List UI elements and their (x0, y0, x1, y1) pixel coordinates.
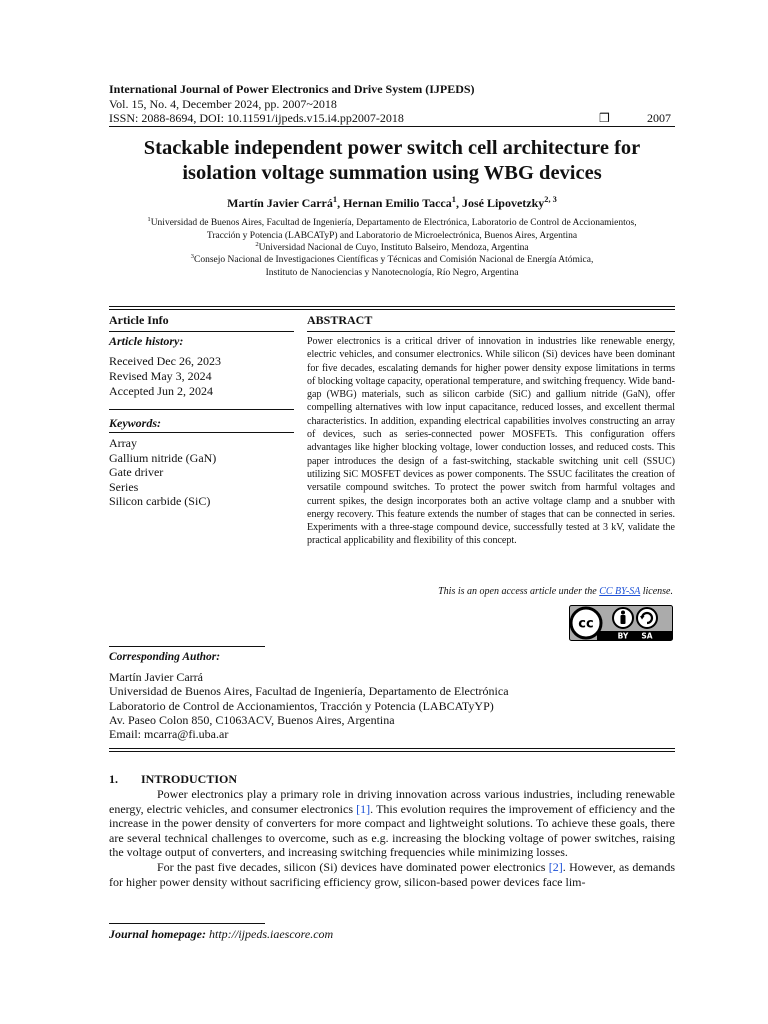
keyword-item: Silicon carbide (SiC) (109, 494, 211, 509)
affil-sup: 3 (190, 252, 194, 260)
citation-link[interactable]: [2] (548, 859, 563, 874)
license-suffix: license. (640, 586, 673, 597)
volume-info: Vol. 15, No. 4, December 2024, pp. 2007~2018 (109, 97, 337, 111)
paper-title (109, 136, 675, 186)
paragraph (109, 787, 675, 860)
corresponding-heading: Corresponding Author: (109, 651, 221, 663)
license-note (438, 586, 673, 597)
citation-link[interactable]: [1] (356, 801, 371, 816)
affil-text: Instituto de Nanociencias y Nanotecnología, Río Negro, Argentina (265, 267, 519, 278)
corr-email: Email: mcarra@fi.uba.ar (109, 727, 229, 742)
affil-text: Consejo Nacional de Investigaciones Científicas y Técnicas and Comisión Nacional de Energía Atómica, (193, 255, 594, 265)
affiliation-3 (109, 254, 675, 279)
corr-line: Universidad de Buenos Aires, Facultad de Ingeniería, Departamento de Electrónica (109, 684, 509, 699)
license-link[interactable]: CC BY-SA (599, 586, 641, 597)
author-name: Martín Javier Carrá (227, 196, 333, 210)
article-info-heading: Article Info (109, 313, 169, 327)
journal-homepage (109, 927, 333, 942)
license-prefix: This is an open access article under the (438, 586, 600, 597)
affil-sup: 1 (147, 215, 151, 223)
footer-divider (109, 923, 265, 924)
paragraph-text: . However, as demands for higher power density without sacrificing efficiency grow, silicon-based power devices face lim- (109, 859, 675, 889)
divider (109, 409, 294, 410)
author-affil-sup: 2, 3 (544, 195, 557, 204)
section-divider (109, 748, 675, 749)
section-divider (109, 309, 675, 310)
badge-by-text: BY (617, 631, 629, 641)
paragraph (109, 860, 675, 889)
title-line-1: Stackable independent power switch cell architecture for (143, 137, 641, 159)
divider (307, 331, 675, 332)
paragraph-text: Power electronics play a primary role in driving innovation across various industries, including renewable energy, electric vehicles, and consumer electronics (109, 787, 675, 816)
history-accepted: Accepted Jun 2, 2024 (109, 383, 213, 398)
divider (109, 331, 294, 332)
keyword-list (109, 436, 216, 509)
history-revised: Revised May 3, 2024 (109, 368, 212, 383)
author-name: Hernan Emilio Tacca (343, 196, 452, 210)
author-name: José Lipovetzky (461, 196, 545, 210)
section-body (109, 787, 675, 889)
keyword-item: Series (109, 479, 139, 494)
divider (109, 646, 265, 647)
homepage-label: Journal homepage: (109, 927, 207, 941)
section-divider (109, 751, 675, 752)
abstract-heading: ABSTRACT (307, 313, 373, 327)
history-received: Received Dec 26, 2023 (109, 354, 221, 368)
keyword-item: Gallium nitride (GaN) (109, 450, 217, 465)
section-heading (109, 772, 237, 787)
paragraph-text: For the past five decades, silicon (Si) devices have dominated power electronics (157, 859, 549, 874)
corr-address: Av. Paseo Colon 850, C1063ACV, Buenos Aires, Argentina (109, 712, 395, 727)
author-affil-sup: 1 (451, 195, 456, 204)
homepage-url[interactable]: http://ijpeds.iaescore.com (209, 927, 334, 941)
section-divider (109, 306, 675, 307)
box-icon: ❒ (599, 111, 610, 125)
divider (109, 432, 294, 433)
keywords-heading: Keywords: (109, 416, 161, 430)
journal-name: International Journal of Power Electronics and Drive System (IJPEDS) (109, 82, 475, 96)
affil-sup: 2 (255, 240, 259, 248)
affil-text: Universidad Nacional de Cuyo, Instituto Balseiro, Mendoza, Argentina (258, 243, 529, 253)
author-list: Martín Javier Carrá$^1$, Hernan Emilio Tacca$^1$, José Lipovetzky$^{2, 3}$ (227, 195, 557, 210)
badge-cc-text: cc (578, 616, 594, 632)
keyword-item: Gate driver (109, 465, 164, 480)
cc-by-sa-badge-icon[interactable] (569, 605, 673, 641)
author-affil-sup: 1 (332, 195, 338, 204)
affiliation-1 (109, 217, 675, 242)
corresponding-details (109, 670, 509, 741)
section-title: INTRODUCTION (141, 772, 238, 786)
affil-text: Tracción y Potencia (LABCATyP) and Laboratorio de Microelectrónica, Buenos Aires, Argentina (206, 230, 578, 241)
issn-doi: ISSN: 2088-8694, DOI: 10.11591/ijpeds.v15.i4.pp2007-2018 (109, 111, 404, 125)
badge-sa-text: SA (641, 631, 653, 641)
abstract-text: Power electronics is a critical driver of innovation in industries like renewable energy, electric vehicles, and consumer electronics. While silicon (Si) devices have been dominant for five decades, escalating demands for higher power density expose limitations in terms of blocking voltage capacity, operational temperature, and switching frequency. Wide band-gap (WBG) materials, such as silicon carbide (SiC) and gallium nitride (GaN), offer compelling alternatives with low input capacitance, reduced losses, and excellent thermal characteristics. In addition, expanding electrical capabilities involves constructing an array of devices, such as series-connected power MOSFETs. This configuration offers advantages like higher blocking voltage, lower conduction losses, and reduced costs. This paper introduces the design of a fast-switching, stackable switching unit cell (SSUC) utilizing SiC MOSFET devices as power components. The SSUC facilitates the creation of versatile compound switches. To protect the power switch from harmful voltages and current spikes, the design incorporates both an active voltage clamp and a snubber with energy recovery. This feature extends the number of stages that can be connected in series. Experiments with a three-stage compound device, successfully tested at 3 kV, validate the practical applicability and flexibility of this concept. (307, 336, 675, 547)
keyword-item: Array (109, 436, 137, 450)
page-number: 2007 (647, 111, 671, 125)
corr-name: Martín Javier Carrá (109, 670, 203, 684)
paragraph-text: . This evolution requires the improvement of efficiency and the increase in the power density of converters for more compact and lightweight solutions. To achieve these goals, there are several technical challenges to overcome, such as e.g. increasing the blocking voltage of power switches, raising the voltage output of converters, and increasing switching frequencies while minimizing losses. (109, 801, 676, 860)
affil-text: Universidad de Buenos Aires, Facultad de Ingeniería, Departamento de Electrónica, Laboratorio de Control de Accionamientos, (150, 218, 637, 228)
header-divider (109, 126, 675, 127)
history-list (109, 354, 221, 398)
title-line-2: isolation voltage summation using WBG devices (182, 162, 602, 184)
history-heading: Article history: (109, 334, 184, 348)
section-number: 1. (109, 772, 118, 786)
corr-line: Laboratorio de Control de Accionamientos, Tracción y Potencia (LABCATyYP) (109, 698, 494, 713)
